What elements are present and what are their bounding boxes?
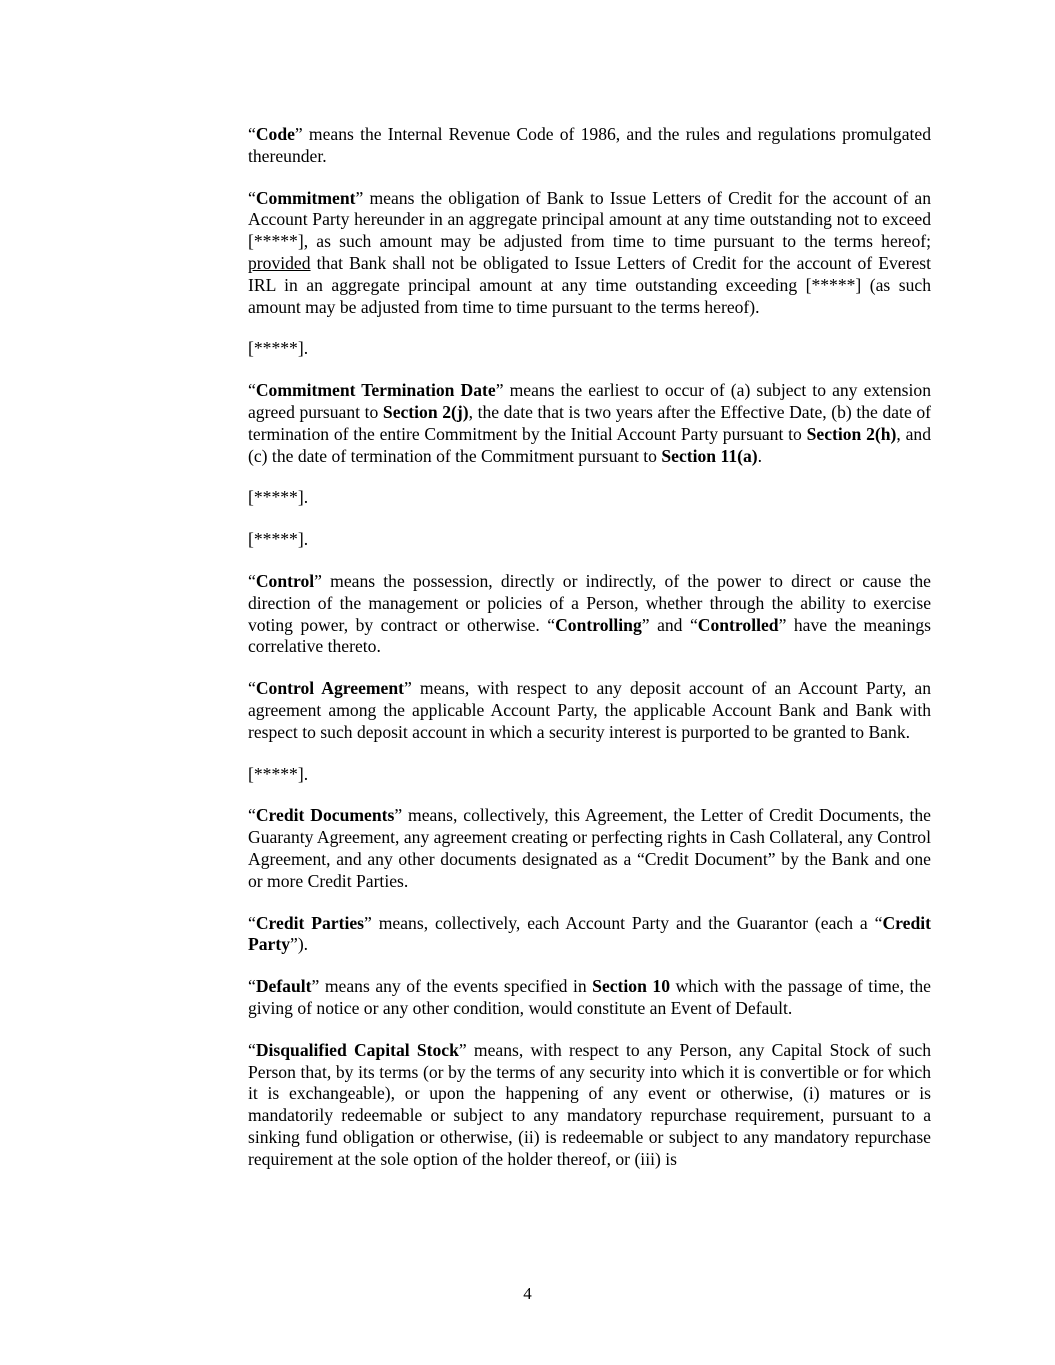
text-run: ” have the meanings correlative thereto.	[248, 614, 931, 657]
definition-redacted-2	[248, 487, 931, 509]
defined-term: Section 2(h)	[806, 423, 897, 444]
text-run: ” means the possession, directly or indirectly, of the power to direct or cause the direction of the management or policies of a Person, whether through the ability to exercise voting power, by contract or otherwise. “	[248, 570, 931, 635]
text-run: “	[248, 976, 256, 997]
defined-term: Controlled	[697, 614, 779, 635]
definition-credit-parties	[248, 913, 931, 957]
definition-code	[248, 124, 931, 168]
document-page	[248, 124, 931, 1190]
definition-default	[248, 976, 931, 1020]
defined-term: Disqualified Capital Stock	[255, 1039, 459, 1060]
defined-term: Code	[255, 124, 295, 144]
definition-control	[248, 571, 931, 658]
text-run: which with the passage of time, the giving of notice or any other condition, would constitute an Event of Default.	[248, 976, 931, 1018]
text-run: “	[248, 912, 256, 933]
text-run: “	[248, 187, 256, 208]
text-run: “	[248, 570, 256, 591]
definition-disqualified-capital-stock	[248, 1040, 931, 1171]
definition-redacted-4	[248, 764, 931, 786]
underlined-text: provided	[248, 252, 311, 273]
text-run: , and (c) the date of termination of the Commitment pursuant to	[248, 423, 931, 466]
text-run: ” means the obligation of Bank to Issue Letters of Credit for the account of an Account Party hereunder in an aggregate principal amount at any time outstanding not to exceed [*****], as such amount may be adjusted from time to time pursuant to the terms hereof;	[248, 187, 931, 252]
text-run: ” and “	[641, 614, 698, 635]
defined-term: Section 11(a)	[661, 445, 758, 466]
text-run: .	[757, 445, 763, 466]
text-run: “	[248, 805, 256, 826]
defined-term: Credit Documents	[255, 805, 395, 826]
text-run: ” means, collectively, this Agreement, the Letter of Credit Documents, the Guaranty Agreement, any agreement creating or perfecting rights in Cash Collateral, any Control Agreement, and any other documents designated as a “Credit Document” by the Bank and one or more Credit Parties.	[248, 805, 931, 891]
text-run: ” means, with respect to any deposit account of an Account Party, an agreement among the applicable Account Party, the applicable Account Bank and Bank with respect to such deposit account in which a security interest is purported to be granted to Bank.	[248, 678, 931, 742]
text-run: ” means any of the events specified in	[311, 976, 593, 997]
defined-term: Credit Party	[248, 912, 931, 955]
text-run: that Bank shall not be obligated to Issue Letters of Credit for the account of Everest IRL in an aggregate principal amount at any time outstanding exceeding [*****] (as such amount may be adjusted from time to time pursuant to the terms hereof).	[248, 252, 931, 317]
definition-redacted-3	[248, 529, 931, 551]
defined-term: Control Agreement	[255, 678, 404, 699]
text-run: ” means the earliest to occur of (a) subject to any extension agreed pursuant to	[248, 380, 931, 422]
defined-term: Default	[255, 976, 312, 997]
definition-control-agreement	[248, 678, 931, 743]
defined-term: Controlling	[555, 614, 642, 635]
text-run: ” means the Internal Revenue Code of 1986, and the rules and regulations promulgated thereunder.	[248, 124, 931, 166]
text-run: “	[248, 1039, 256, 1060]
defined-term: Credit Parties	[255, 912, 365, 933]
page-number: 4	[523, 1284, 532, 1303]
text-run: ” means, collectively, each Account Party and the Guarantor (each a “	[364, 912, 883, 933]
text-run: [*****].	[248, 529, 309, 550]
defined-term: Commitment Termination Date	[255, 380, 496, 401]
defined-term: Section 10	[592, 976, 671, 997]
definition-commitment	[248, 188, 931, 319]
text-run: “	[248, 678, 256, 699]
text-run: “	[248, 124, 256, 144]
text-run: , the date that is two years after the Effective Date, (b) the date of termination of the entire Commitment by the Initial Account Party pursuant to	[248, 401, 931, 444]
defined-term: Commitment	[255, 187, 356, 208]
text-run: [*****].	[248, 763, 309, 784]
definition-redacted-1	[248, 338, 931, 360]
text-run: “	[248, 380, 256, 401]
text-run: ” means, with respect to any Person, any Capital Stock of such Person that, by its terms (or by the terms of any security into which it is convertible or for which it is exchangeable), or upon the happening of any event or otherwise, (i) matures or is mandatorily redeemable or subject to any mandatory repurchase requirement, pursuant to a sinking fund obligation or otherwise, (ii) is redeemable or subject to any mandatory repurchase requirement at the sole option of the holder thereof, or (iii) is	[248, 1039, 931, 1169]
text-run: [*****].	[248, 338, 309, 359]
definition-commitment-termination-date	[248, 380, 931, 467]
text-run: ”).	[290, 934, 309, 955]
defined-term: Section 2(j)	[382, 401, 469, 422]
text-run: [*****].	[248, 487, 309, 508]
definitions-list	[248, 124, 931, 1170]
definition-credit-documents	[248, 805, 931, 892]
defined-term: Control	[255, 570, 315, 591]
